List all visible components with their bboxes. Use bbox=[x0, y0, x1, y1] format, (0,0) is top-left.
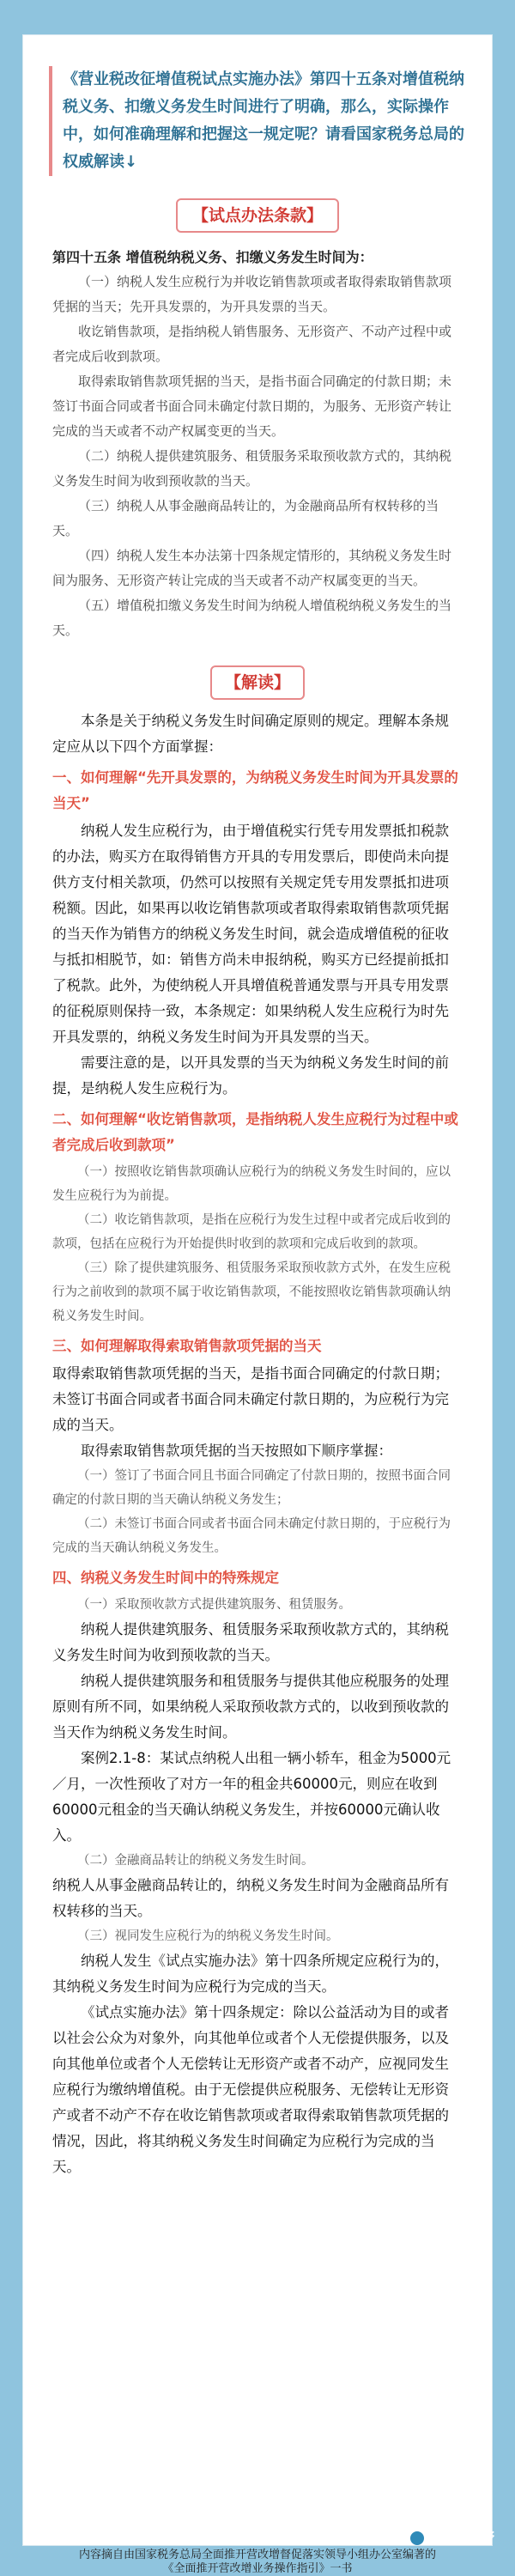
explain-paragraph: （三）除了提供建筑服务、租赁服务采取预收款方式外，在发生应税行为之前收到的款项不属于收讫销售款项，不能按照收讫销售款项确认纳税义务发生时间。 bbox=[52, 1261, 451, 1323]
explain-paragraph: 纳税人发生应税行为，由于增值税实行凭专用发票抵扣税款的办法，购买方在取得销售方开具的专用发票后，即使尚未向提供方支付相关款项，仍然可以按照有关规定凭专用发票抵扣进项税额。因此，如果再以收讫销售款项或者取得索取销售款项凭据的当天作为销售方的纳税义务发生时间，就会造成增值税的征收与抵扣相脱节，如：销售方尚未申报纳税，购买方已经提前抵扣了税款。此外，为使纳税人开具增值税普通发票与开具专用发票的征税原则保持一致，本条规定：如果纳税人发生应税行为时先开具发票的，纳税义务发生时间为开具发票的当天。 bbox=[52, 823, 449, 1045]
footer-line: 内容摘自由国家税务总局全面推开营改增督促落实领导小组办公室编著的 bbox=[78, 2549, 436, 2561]
article-heading: 【试点办法条款】 bbox=[176, 198, 339, 233]
article-body bbox=[52, 245, 463, 643]
case-paragraph: 案例2.1-8：某试点纳税人出租一辆小轿车，租金为5000元／月，一次性预收了对方一年的租金共60000元，则应在收到60000元租金的当天确认纳税义务发生，并按60000元确认收入。 bbox=[52, 1750, 451, 1844]
explain-paragraph: 纳税人发生《试点实施办法》第十四条所规定应税行为的，其纳税义务发生时间为应税行为完成的当天。 bbox=[52, 1953, 449, 1995]
article-paragraph: （三）纳税人从事金融商品转让的，为金融商品所有权转移的当天。 bbox=[52, 498, 439, 538]
explain-paragraph: 需要注意的是，以开具发票的当天为纳税义务发生时间的前提，是纳税人发生应税行为。 bbox=[52, 1054, 449, 1097]
subheading-3: 三、如何理解取得索取销售款项凭据的当天 bbox=[52, 1338, 322, 1354]
article-paragraph: （五）增值税扣缴义务发生时间为纳税人增值税纳税义务发生的当天。 bbox=[52, 598, 452, 638]
explain-body bbox=[52, 708, 463, 2180]
subheading-2: 二、如何理解“收讫销售款项，是指纳税人发生应税行为过程中或者完成后收到款项” bbox=[52, 1111, 458, 1153]
explain-paragraph: 纳税人提供建筑服务、租赁服务采取预收款方式的，其纳税义务发生时间为收到预收款的当天。 bbox=[52, 1621, 449, 1663]
explain-paragraph: 纳税人从事金融商品转让的，纳税义务发生时间为金融商品所有权转移的当天。 bbox=[52, 1877, 449, 1919]
article-paragraph: （二）纳税人提供建筑服务、租赁服务采取预收款方式的，其纳税义务发生时间为收到预收款的当天。 bbox=[52, 448, 452, 489]
explain-paragraph: 取得索取销售款项凭据的当天按照如下顺序掌握： bbox=[81, 1443, 392, 1459]
explain-paragraph: （二）收讫销售款项，是指在应税行为发生过程中或者完成后收到的款项，包括在应税行为开始提供时收到的款项和完成后收到的款项。 bbox=[52, 1213, 451, 1251]
article-paragraph: 收讫销售款项，是指纳税人销售服务、无形资产、不动产过程中或者完成后收到款项。 bbox=[52, 324, 452, 364]
explain-paragraph: 取得索取销售款项凭据的当天，是指书面合同确定的付款日期；未签订书面合同或者书面合同未确定付款日期的，为应税行为完成的当天。 bbox=[52, 1365, 449, 1433]
explain-paragraph: （一）签订了书面合同且书面合同确定了付款日期的，按照书面合同确定的付款日期的当天确认纳税义务发生； bbox=[52, 1469, 451, 1507]
article-card bbox=[22, 34, 493, 2546]
explain-paragraph: 《试点实施办法》第十四条规定：除以公益活动为目的或者以社会公众为对象外，向其他单位或者个人无偿提供服务，以及向其他单位或者个人无偿转让无形资产或者不动产，应视同发生应税行为缴纳增值税。由于无偿提供应税服务、无偿转让无形资产或者不动产不存在收讫销售款项或者取得索取销售款项凭据的情况，因此，将其纳税义务发生时间确定为应税行为完成的当天。 bbox=[52, 2004, 449, 2175]
explain-paragraph: （三）视同发生应税行为的纳税义务发生时间。 bbox=[77, 1929, 339, 1943]
article-paragraph: （四）纳税人发生本办法第十四条规定情形的，其纳税义务发生时间为服务、无形资产转让完成的当天或者不动产权属变更的当天。 bbox=[52, 548, 452, 588]
explain-paragraph: （一）采取预收款方式提供建筑服务、租赁服务。 bbox=[77, 1598, 351, 1612]
article-paragraph: 取得索取销售款项凭据的当天，是指书面合同确定的付款日期；未签订书面合同或者书面合同未确定付款日期的，为服务、无形资产转让完成的当天或者不动产权属变更的当天。 bbox=[52, 374, 452, 439]
article-paragraph: （一）纳税人发生应税行为并收讫销售款项或者取得索取销售款项凭据的当天；先开具发票的，为开具发票的当天。 bbox=[52, 274, 452, 314]
logo-icon bbox=[410, 2531, 424, 2545]
explain-paragraph: 纳税人提供建筑服务和租赁服务与提供其他应税服务的处理原则有所不同，如果纳税人采取预收款方式的，以收到预收款的当天作为纳税义务发生时间。 bbox=[52, 1673, 449, 1741]
footer-source bbox=[0, 2549, 515, 2576]
article-title: 第四十五条 增值税纳税义务、扣缴义务发生时间为： bbox=[52, 249, 373, 265]
explain-paragraph: （一）按照收讫销售款项确认应税行为的纳税义务发生时间的，应以发生应税行为为前提。 bbox=[52, 1165, 451, 1203]
intro-text: 《营业税改征增值税试点实施办法》第四十五条对增值税纳税义务、扣缴义务发生时间进行了明确，那么，实际操作中，如何准确理解和把握这一规定呢？请看国家税务总局的权威解读↓ bbox=[49, 66, 466, 176]
explain-heading: 【解读】 bbox=[210, 665, 305, 700]
explain-paragraph: （二）金融商品转让的纳税义务发生时间。 bbox=[77, 1854, 314, 1868]
explain-lead: 本条是关于纳税义务发生时间确定原则的规定。理解本条规定应从以下四个方面掌握： bbox=[52, 713, 449, 755]
explain-paragraph: （二）未签订书面合同或者书面合同未确定付款日期的，于应税行为完成的当天确认纳税义务发生。 bbox=[52, 1517, 451, 1555]
footer-line: 《全面推开营改增业务操作指引》一书 bbox=[162, 2562, 353, 2575]
subheading-4: 四、纳税义务发生时间中的特殊规定 bbox=[52, 1570, 279, 1586]
subheading-1: 一、如何理解“先开具发票的，为纳税义务发生时间为开具发票的当天” bbox=[52, 769, 458, 811]
watermark: 中国会计视野 bbox=[410, 2528, 494, 2545]
